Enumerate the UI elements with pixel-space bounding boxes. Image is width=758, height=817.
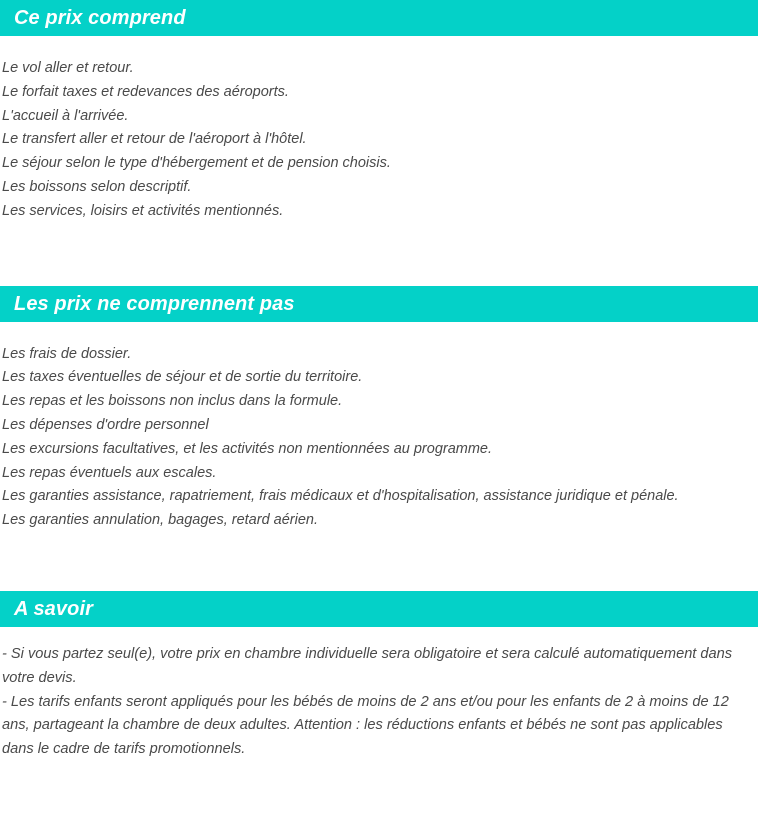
list-item: Le forfait taxes et redevances des aéroports. [2, 83, 289, 100]
list-item: Le séjour selon le type d'hébergement et de pension choisis. [2, 155, 391, 172]
spacer [0, 322, 758, 343]
section-header-included: Ce prix comprend [0, 0, 758, 36]
paragraph: - Les tarifs enfants seront appliqués pour les bébés de moins de 2 ans et/ou pour les enfants de 2 à moins de 12 ans, partageant la chambre de deux adultes. Attention : les réductions enfants et bébés ne sont pas applicables dans le cadre de tarifs promotionnels. [2, 693, 729, 758]
spacer [0, 36, 758, 57]
spacer [0, 627, 758, 643]
list-item: Les repas et les boissons non inclus dans la formule. [2, 393, 343, 410]
spacer [0, 533, 758, 591]
spacer [0, 762, 758, 817]
section-header-not-included: Les prix ne comprennent pas [0, 286, 758, 322]
paragraph: - Si vous partez seul(e), votre prix en chambre individuelle sera obligatoire et sera calculé automatiquement dans votre devis. [2, 645, 733, 686]
section-body-included [0, 57, 758, 224]
list-item: Les services, loisirs et activités mentionnés. [2, 202, 284, 219]
list-item: Les garanties annulation, bagages, retard aérien. [2, 512, 318, 529]
section-body-not-included [0, 343, 758, 533]
list-item: Les excursions facultatives, et les activités non mentionnées au programme. [2, 440, 493, 457]
list-item: Les boissons selon descriptif. [2, 178, 192, 195]
list-item: Les repas éventuels aux escales. [2, 464, 217, 481]
section-header-good-to-know: A savoir [0, 591, 758, 627]
list-item: Les garanties assistance, rapatriement, frais médicaux et d'hospitalisation, assistance juridique et pénale. [2, 488, 679, 505]
list-item: Les taxes éventuelles de séjour et de sortie du territoire. [2, 369, 363, 386]
list-item: Le transfert aller et retour de l'aéroport à l'hôtel. [2, 131, 307, 148]
section-body-good-to-know [0, 643, 758, 762]
list-item: Les frais de dossier. [2, 345, 132, 362]
list-item: Le vol aller et retour. [2, 60, 134, 76]
spacer [0, 224, 758, 286]
list-item: L'accueil à l'arrivée. [2, 107, 129, 124]
list-item: Les dépenses d'ordre personnel [2, 416, 209, 433]
